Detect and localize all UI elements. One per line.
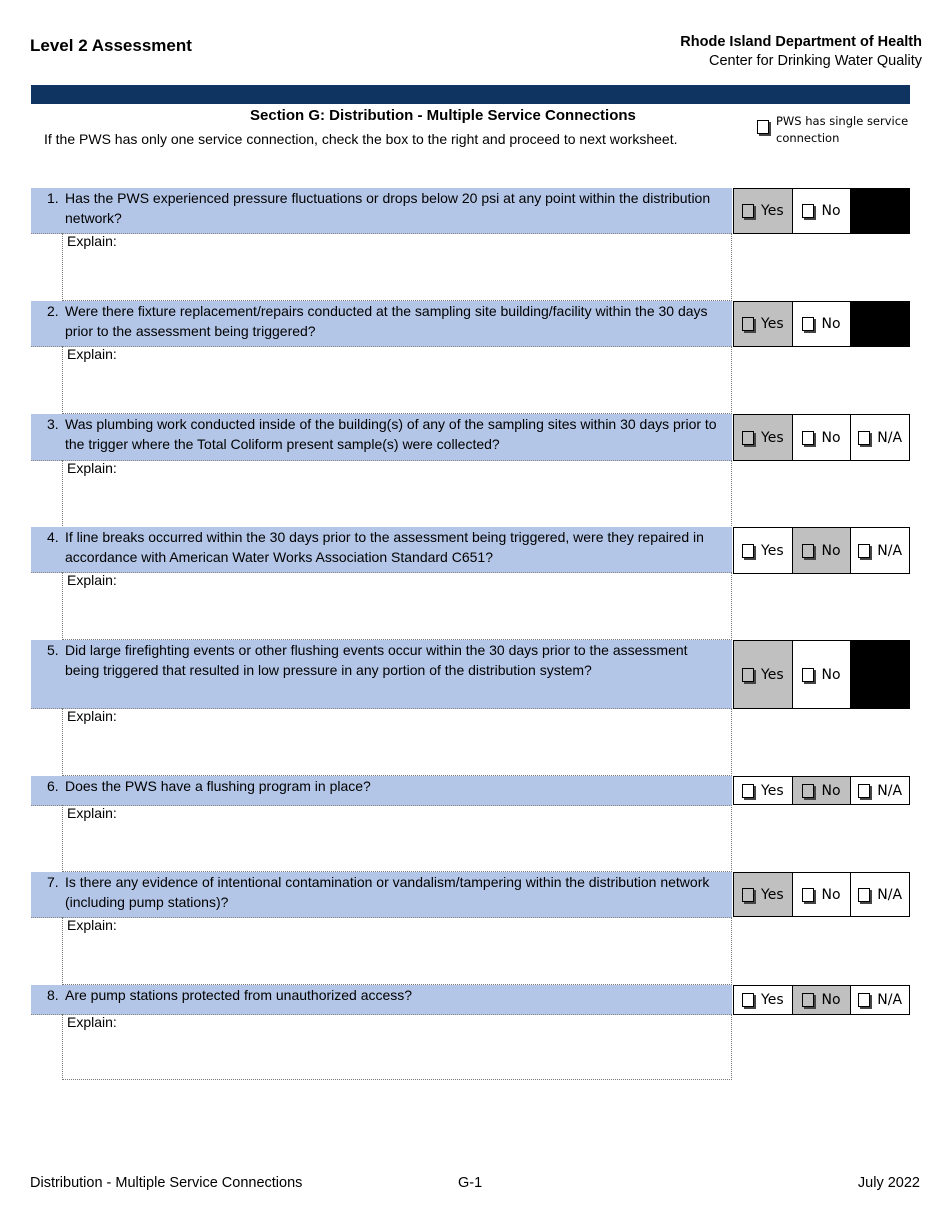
question-3-no-option[interactable] [792,415,851,460]
question-6-explain-field[interactable] [62,805,732,872]
explain-label: Explain: [67,1014,117,1030]
question-4-answers [733,527,910,574]
question-3-yes-checkbox[interactable] [742,431,754,445]
question-7-yes-option[interactable] [734,873,792,916]
question-6-text: Does the PWS have a flushing program in place? [65,778,371,794]
question-7-number: 7. [47,874,59,890]
answer-label: No [821,429,841,446]
answer-label: Yes [761,992,784,1008]
question-5-explain-field[interactable] [62,708,732,776]
explain-label: Explain: [67,233,117,249]
header-bar [31,85,910,104]
answer-label: N/A [877,542,903,559]
question-2-text: Were there fixture replacement/repairs conducted at the sampling site building/facility within the 30 days prior to the assessment being triggered? [65,303,708,339]
center-name: Center for Drinking Water Quality [708,53,922,69]
question-6-number: 6. [47,778,59,794]
agency-name: Rhode Island Department of Health [680,34,922,50]
question-8-no-checkbox[interactable] [802,993,814,1007]
question-5-no-option[interactable] [792,641,851,708]
question-4-yes-option[interactable] [734,528,792,573]
answer-label: Yes [761,429,784,446]
answer-label: Yes [761,886,784,903]
question-8-explain-field[interactable] [62,1014,732,1080]
answer-label: N/A [877,782,903,799]
question-2-number: 2. [47,303,59,319]
answer-label: No [821,782,841,799]
question-7-no-checkbox[interactable] [802,888,814,902]
explain-label: Explain: [67,460,117,476]
question-8-yes-option[interactable] [734,986,792,1014]
question-1-no-checkbox[interactable] [802,204,814,218]
question-3-na-checkbox[interactable] [858,431,870,445]
single-connection-option[interactable] [757,113,917,147]
footer-left: Distribution - Multiple Service Connections [30,1175,303,1191]
question-3-number: 3. [47,416,59,432]
question-3-explain-field[interactable] [62,460,732,528]
question-3-na-option[interactable] [850,415,909,460]
answer-label: No [821,886,841,903]
question-3-answers [733,414,910,461]
single-connection-checkbox[interactable] [757,120,769,134]
section-title: Section G: Distribution - Multiple Service Connections [250,107,636,124]
question-1-yes-option[interactable] [734,189,792,233]
question-4-na-option[interactable] [850,528,909,573]
answer-label: N/A [877,429,903,446]
question-1-no-option[interactable] [792,189,851,233]
question-8-answers [733,985,910,1015]
question-6-yes-option[interactable] [734,777,792,804]
question-3-no-checkbox[interactable] [802,431,814,445]
single-connection-label: PWS has single service connection [776,114,909,145]
answer-label: No [821,542,841,559]
question-4-number: 4. [47,529,59,545]
question-4-na-checkbox[interactable] [858,544,870,558]
form-title: Level 2 Assessment [30,36,192,55]
question-6-na-option[interactable] [850,777,909,804]
question-1-explain-field[interactable] [62,233,732,301]
question-4-no-checkbox[interactable] [802,544,814,558]
question-6-yes-checkbox[interactable] [742,784,754,798]
answer-label: N/A [877,992,903,1008]
question-8-na-checkbox[interactable] [858,993,870,1007]
question-2-answers [733,301,910,347]
question-6-na-checkbox[interactable] [858,784,870,798]
answer-label: Yes [761,203,784,219]
question-1-yes-checkbox[interactable] [742,204,754,218]
question-5-number: 5. [47,642,59,658]
question-8-na-option[interactable] [850,986,909,1014]
explain-label: Explain: [67,346,117,362]
question-5-text: Did large firefighting events or other flushing events occur within the 30 days prior to the assessment being triggered that resulted in low pressure in any portion of the distribution system? [65,642,688,678]
answer-label: Yes [761,316,784,332]
question-3-text: Was plumbing work conducted inside of the building(s) of any of the sampling sites within 30 days prior to the trigger where the Total Coliform present sample(s) were collected? [65,416,717,452]
question-5-na-disabled [850,641,909,708]
explain-label: Explain: [67,708,117,724]
question-5-answers [733,640,910,709]
question-7-text: Is there any evidence of intentional contamination or vandalism/tampering within the distribution network (including pump stations)? [65,874,710,910]
question-7-explain-field[interactable] [62,917,732,985]
question-3-yes-option[interactable] [734,415,792,460]
question-2-no-checkbox[interactable] [802,317,814,331]
question-4-no-option[interactable] [792,528,851,573]
question-1-number: 1. [47,190,59,206]
question-7-answers [733,872,910,917]
question-7-yes-checkbox[interactable] [742,888,754,902]
footer-date: July 2022 [857,1175,920,1191]
question-5-yes-option[interactable] [734,641,792,708]
question-8-text: Are pump stations protected from unauthorized access? [65,987,413,1003]
answer-label: Yes [761,542,784,559]
question-4-text: If line breaks occurred within the 30 days prior to the assessment being triggered, were they repaired in accordance with American Water Works Association Standard C651? [65,529,704,565]
answer-label: No [821,316,841,332]
question-5-no-checkbox[interactable] [802,668,814,682]
answer-label: No [821,203,841,219]
question-6-no-checkbox[interactable] [802,784,814,798]
question-6-no-option[interactable] [792,777,851,804]
question-2-yes-option[interactable] [734,302,792,346]
explain-label: Explain: [67,805,117,821]
explain-label: Explain: [67,572,117,588]
question-2-na-disabled [850,302,909,346]
question-2-yes-checkbox[interactable] [742,317,754,331]
explain-label: Explain: [67,917,117,933]
question-5-yes-checkbox[interactable] [742,668,754,682]
answer-label: N/A [877,886,903,903]
question-8-yes-checkbox[interactable] [742,993,754,1007]
answer-label: No [821,666,841,683]
question-4-yes-checkbox[interactable] [742,544,754,558]
question-1-na-disabled [850,189,909,233]
question-1-text: Has the PWS experienced pressure fluctuations or drops below 20 psi at any point within the distribution network? [65,190,711,226]
question-2-explain-field[interactable] [62,346,732,414]
answer-label: No [821,992,841,1008]
question-4-explain-field[interactable] [62,572,732,640]
question-8-number: 8. [47,987,59,1003]
question-7-na-checkbox[interactable] [858,888,870,902]
question-2-no-option[interactable] [792,302,851,346]
footer-page-number: G-1 [458,1175,483,1191]
answer-label: Yes [761,666,784,683]
question-7-na-option[interactable] [850,873,909,916]
question-6-answers [733,776,910,805]
section-note: If the PWS has only one service connection, check the box to the right and proceed to next worksheet. [44,131,678,147]
question-1-answers [733,188,910,234]
question-7-no-option[interactable] [792,873,851,916]
answer-label: Yes [761,782,784,799]
question-8-no-option[interactable] [792,986,851,1014]
